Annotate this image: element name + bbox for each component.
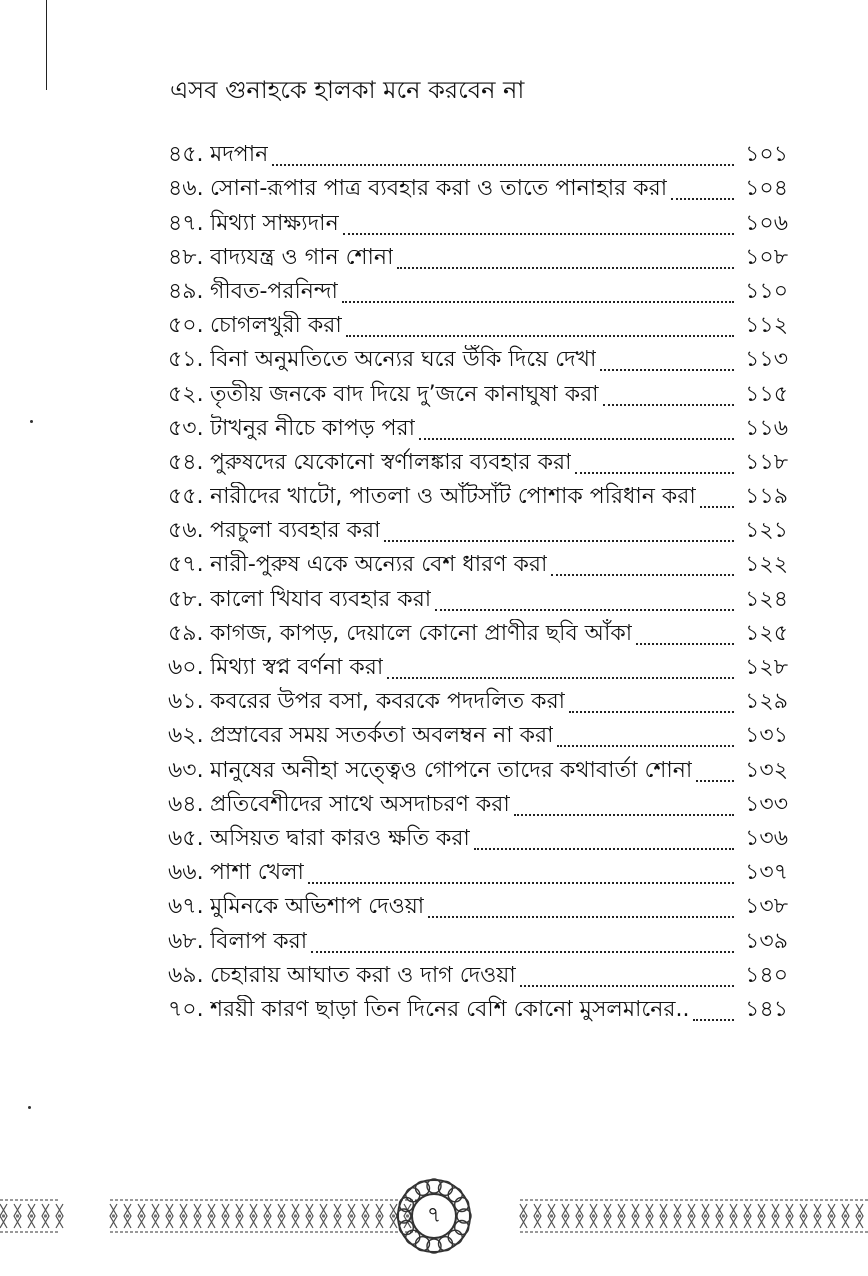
- lattice-dot: [182, 1214, 185, 1217]
- toc-entry-number: ৫৮.: [168, 586, 204, 612]
- toc-entry-number: ৬৯.: [168, 962, 204, 988]
- toc-entry-number: ৪৬.: [168, 176, 204, 202]
- toc-entry-number: ৫৬.: [168, 518, 204, 544]
- toc-row: [168, 341, 788, 375]
- dot-leader: [387, 676, 734, 679]
- toc-entry-page: ১৩৯: [745, 928, 788, 954]
- toc-entry-title: মানুষের অনীহা সত্ত্বেও গোপনে তাদের কথাবার্তা শোনা: [210, 757, 693, 783]
- toc-entry-page: ১৩৮: [745, 894, 788, 920]
- lattice-dot: [704, 1214, 707, 1217]
- dot-leader: [696, 779, 734, 782]
- lattice-dot: [844, 1214, 847, 1217]
- lattice-dot: [58, 1214, 61, 1217]
- toc-entry-page: ১৩২: [745, 757, 788, 783]
- lattice-dot: [774, 1214, 777, 1217]
- toc-entry-number: ৬৩.: [168, 757, 204, 783]
- lattice-dot: [294, 1214, 297, 1217]
- toc-entry-title: পরচুলা ব্যবহার করা: [210, 518, 381, 544]
- dot-leader: [397, 266, 734, 269]
- lattice-dot: [858, 1214, 861, 1217]
- toc-entry-title: মুমিনকে অভিশাপ দেওয়া: [210, 894, 425, 920]
- dot-leader: [435, 608, 734, 611]
- toc-entry-page: ১২৯: [745, 689, 788, 715]
- lattice-dot: [2, 1214, 5, 1217]
- dot-leader: [693, 1018, 734, 1021]
- toc-entry-title: বাদ্যযন্ত্র ও গান শোনা: [210, 244, 394, 270]
- toc-entry-page: ১২৪: [745, 586, 788, 612]
- dot-leader: [343, 232, 734, 235]
- toc-entry-page: ১০৮: [745, 244, 788, 270]
- toc-row: [168, 683, 788, 717]
- toc-entry-number: ৭০.: [168, 996, 204, 1022]
- toc-entry-number: ৪৭.: [168, 210, 204, 236]
- lattice-dot: [676, 1214, 679, 1217]
- lattice-dot: [662, 1214, 665, 1217]
- toc-row: [168, 786, 788, 820]
- dot-leader: [384, 539, 734, 542]
- toc-row: [168, 478, 788, 512]
- toc-entry-page: ১১৯: [745, 484, 788, 510]
- dot-leader: [557, 744, 734, 747]
- toc-row: [168, 136, 788, 170]
- toc-entry-page: ১২১: [745, 518, 788, 544]
- toc-entry-title: বিলাপ করা: [210, 928, 308, 954]
- dot-leader: [346, 334, 734, 337]
- toc-entry-page: ১১০: [745, 278, 788, 304]
- lattice-dot: [802, 1214, 805, 1217]
- toc-entry-page: ১২৮: [745, 655, 788, 680]
- toc-entry-title: পুরুষদের যেকোনো স্বর্ণালঙ্কার ব্যবহার করা: [210, 449, 572, 475]
- lattice-dot: [364, 1214, 367, 1217]
- toc-entry-number: ৫৪.: [168, 449, 204, 475]
- lattice-dot: [592, 1214, 595, 1217]
- toc-entry-title: কাগজ, কাপড়, দেয়ালে কোনো প্রাণীর ছবি আঁকা: [210, 620, 633, 646]
- lattice-dot: [634, 1214, 637, 1217]
- lattice-dot: [564, 1214, 567, 1217]
- dot-leader: [428, 915, 734, 918]
- lattice-dot: [252, 1214, 255, 1217]
- toc-row: [168, 888, 788, 922]
- toc-entry-number: ৬৬.: [168, 860, 204, 886]
- lattice-dot: [336, 1214, 339, 1217]
- lattice-dot: [690, 1214, 693, 1217]
- toc-row: [168, 615, 788, 649]
- toc-entry-number: ৬৫.: [168, 825, 204, 851]
- toc-row: [168, 239, 788, 273]
- lattice-dot: [550, 1214, 553, 1217]
- lattice-dot: [606, 1214, 609, 1217]
- lattice-dot: [746, 1214, 749, 1217]
- lattice-dot: [378, 1214, 381, 1217]
- lattice-dot: [168, 1214, 171, 1217]
- toc-entry-page: ১১৬: [745, 415, 788, 441]
- lattice-dot: [788, 1214, 791, 1217]
- toc-entry-title: টাখনুর নীচে কাপড় পরা: [210, 415, 415, 441]
- lattice-dot: [732, 1214, 735, 1217]
- lattice-dot: [30, 1214, 33, 1217]
- lattice-dot: [210, 1214, 213, 1217]
- dot-leader: [575, 471, 734, 474]
- toc-entry-page: ১৪১: [745, 996, 788, 1022]
- toc-entry-number: ৫৫.: [168, 484, 204, 510]
- toc-entry-number: ৬৮.: [168, 928, 204, 954]
- toc-entry-number: ৫০.: [168, 313, 204, 339]
- lattice-dot: [578, 1214, 581, 1217]
- toc-row: [168, 991, 788, 1025]
- toc-entry-page: ১২২: [745, 552, 788, 578]
- toc-entry-page: ১১৫: [745, 381, 788, 407]
- dot-leader: [308, 881, 734, 884]
- dot-leader: [342, 300, 734, 303]
- toc-entry-title: নারীদের খাটো, পাতলা ও আঁটসাঁট পোশাক পরিধান করা: [210, 484, 696, 510]
- lattice-dot: [280, 1214, 283, 1217]
- toc-row: [168, 546, 788, 580]
- dot-leader: [520, 984, 734, 987]
- toc-entry-title: কালো খিযাব ব্যবহার করা: [210, 586, 432, 612]
- toc-row: [168, 170, 788, 204]
- lattice-dot: [718, 1214, 721, 1217]
- lattice-dot: [140, 1214, 143, 1217]
- page-margin-line: [46, 0, 47, 90]
- dot-leader: [700, 505, 734, 508]
- toc-row: [168, 649, 788, 683]
- toc-row: [168, 444, 788, 478]
- toc-row: [168, 922, 788, 956]
- dot-leader: [603, 403, 734, 406]
- dot-leader: [636, 642, 734, 645]
- footer-ornament-band: [0, 1176, 868, 1256]
- toc-entry-number: ৬২.: [168, 723, 204, 749]
- toc-entry-number: ৪৮.: [168, 244, 204, 270]
- lattice-dot: [648, 1214, 651, 1217]
- toc-entry-title: কবরের উপর বসা, কবরকে পদদলিত করা: [210, 689, 566, 715]
- lattice-dot: [224, 1214, 227, 1217]
- toc-row: [168, 273, 788, 307]
- toc-entry-page: ১৩৬: [745, 825, 788, 851]
- running-title: এসব গুনাহকে হালকা মনে করবেন না: [170, 76, 525, 104]
- toc-entry-page: ১২৫: [745, 620, 788, 646]
- lattice-dot: [816, 1214, 819, 1217]
- lattice-dot: [126, 1214, 129, 1217]
- lattice-dot: [266, 1214, 269, 1217]
- dot-leader: [551, 573, 734, 576]
- toc-row: [168, 410, 788, 444]
- lattice-dot: [112, 1214, 115, 1217]
- toc-entry-number: ৪৯.: [168, 278, 204, 304]
- toc-entry-page: ১০৬: [745, 210, 788, 236]
- lattice-dot: [760, 1214, 763, 1217]
- dot-leader: [272, 163, 734, 166]
- toc-row: [168, 307, 788, 341]
- lattice-dot: [406, 1214, 409, 1217]
- toc-entry-page: ১৩৩: [745, 791, 788, 817]
- lattice-dot: [392, 1214, 395, 1217]
- toc-entry-number: ৬৪.: [168, 791, 204, 817]
- lattice-dot: [154, 1214, 157, 1217]
- toc-entry-title: মিথ্যা সাক্ষ্যদান: [210, 210, 339, 236]
- toc-entry-title: প্রস্রাবের সময় সতর্কতা অবলম্বন না করা: [210, 723, 554, 749]
- dot-leader: [311, 950, 734, 953]
- toc-entry-page: ১১৮: [745, 449, 788, 475]
- dot-leader: [671, 197, 734, 200]
- toc-entry-title: শরয়ী কারণ ছাড়া তিন দিনের বেশি কোনো মুসলমানের..: [210, 996, 690, 1022]
- toc-entry-title: তৃতীয় জনকে বাদ দিয়ে দু’জনে কানাঘুষা করা: [210, 381, 599, 407]
- dot-leader: [600, 368, 734, 371]
- scan-speck: [28, 1106, 31, 1109]
- toc-row: [168, 375, 788, 409]
- toc-entry-page: ১০১: [745, 142, 788, 168]
- toc-entry-title: মিথ্যা স্বপ্ন বর্ণনা করা: [210, 655, 384, 680]
- toc-row: [168, 717, 788, 751]
- page-number: ৭: [426, 1203, 442, 1228]
- toc-entry-title: নারী-পুরুষ একে অন্যের বেশ ধারণ করা: [210, 552, 548, 578]
- lattice-dot: [620, 1214, 623, 1217]
- toc-entry-number: ৫৩.: [168, 415, 204, 441]
- lattice-dot: [44, 1214, 47, 1217]
- dot-leader: [569, 710, 734, 713]
- toc-entry-title: বিনা অনুমতিতে অন্যের ঘরে উঁকি দিয়ে দেখা: [210, 347, 597, 373]
- dot-leader: [474, 847, 734, 850]
- toc-entry-number: ৪৫.: [168, 142, 204, 168]
- toc-entry-page: ১১৩: [745, 347, 788, 373]
- toc-entry-page: ১৪০: [745, 962, 788, 988]
- dot-leader: [514, 813, 734, 816]
- lattice-dot: [522, 1214, 525, 1217]
- toc-entry-number: ৫২.: [168, 381, 204, 407]
- toc-row: [168, 854, 788, 888]
- toc-row: [168, 957, 788, 991]
- toc-entry-number: ৬১.: [168, 689, 204, 715]
- toc-entry-title: মদপান: [210, 142, 269, 168]
- toc-entry-title: সোনা-রূপার পাত্র ব্যবহার করা ও তাতে পানাহার করা: [210, 176, 668, 202]
- toc-entry-number: ৫৯.: [168, 620, 204, 646]
- toc-entry-number: ৬৭.: [168, 894, 204, 920]
- dot-leader: [419, 437, 734, 440]
- lattice-dot: [16, 1214, 19, 1217]
- lattice-dot: [238, 1214, 241, 1217]
- toc-row: [168, 204, 788, 238]
- lattice-dot: [196, 1214, 199, 1217]
- toc-row: [168, 512, 788, 546]
- toc-entry-title: চেহারায় আঘাত করা ও দাগ দেওয়া: [210, 962, 516, 988]
- lattice-dot: [308, 1214, 311, 1217]
- table-of-contents: [168, 136, 788, 1025]
- toc-entry-number: ৫১.: [168, 347, 204, 373]
- toc-entry-page: ১০৪: [745, 176, 788, 202]
- toc-entry-title: গীবত-পরনিন্দা: [210, 278, 338, 304]
- toc-row: [168, 580, 788, 614]
- toc-entry-page: ১৩১: [745, 723, 788, 749]
- toc-row: [168, 820, 788, 854]
- scan-speck: [30, 420, 33, 423]
- toc-entry-title: পাশা খেলা: [210, 860, 304, 886]
- toc-entry-page: ১৩৭: [745, 860, 788, 886]
- toc-row: [168, 751, 788, 785]
- toc-entry-title: প্রতিবেশীদের সাথে অসদাচরণ করা: [210, 791, 510, 817]
- toc-entry-number: ৬০.: [168, 655, 204, 680]
- toc-entry-page: ১১২: [745, 313, 788, 339]
- toc-entry-title: চোগলখুরী করা: [210, 313, 342, 339]
- lattice-dot: [350, 1214, 353, 1217]
- lattice-dot: [322, 1214, 325, 1217]
- lattice-dot: [830, 1214, 833, 1217]
- lattice-dot: [536, 1214, 539, 1217]
- toc-entry-number: ৫৭.: [168, 552, 204, 578]
- toc-entry-title: অসিয়ত দ্বারা কারও ক্ষতি করা: [210, 825, 470, 851]
